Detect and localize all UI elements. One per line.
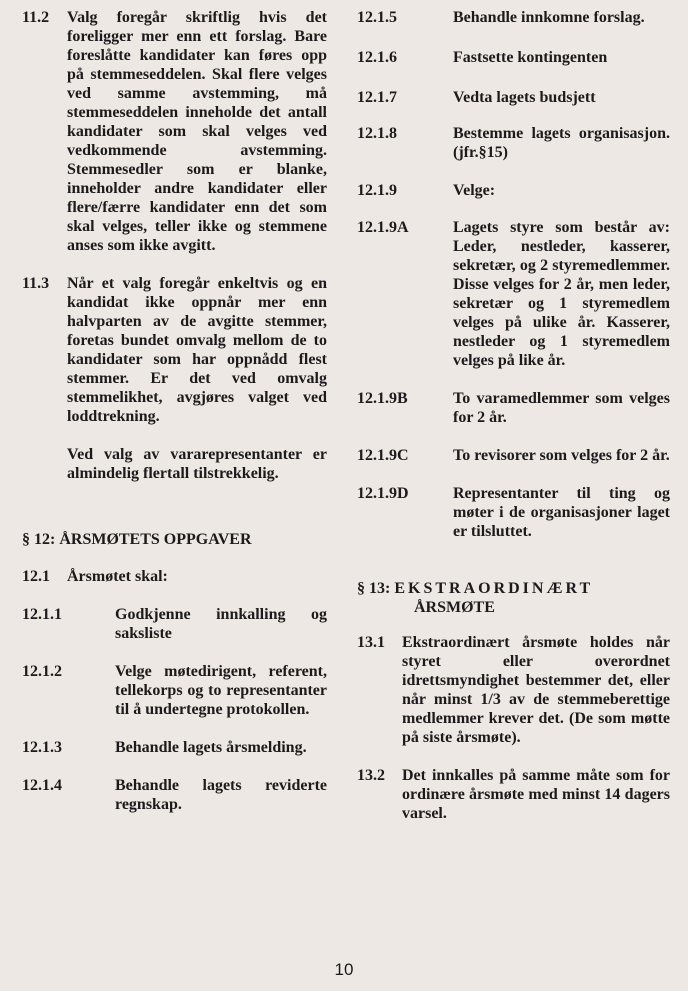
- section-text: Velge:: [453, 182, 496, 199]
- section-12-1: [22, 567, 327, 586]
- section-number: 12.1.6: [357, 49, 397, 66]
- section-text: Vedta lagets budsjett: [453, 89, 596, 106]
- section-text: Behandle lagets reviderte regnskap.: [115, 777, 327, 813]
- section-text: To varamedlemmer som velges for 2 år.: [453, 390, 670, 426]
- section-text: Velge møtedirigent, referent, tellekorps og to representanter til å undertegne protokollen.: [115, 663, 327, 718]
- section-12-1-5: [357, 8, 670, 27]
- section-13-heading-line2: ÅRSMØTE: [414, 599, 495, 616]
- section-12-1-6: [357, 48, 670, 67]
- section-text: Valg foregår skriftlig hvis det foreligger mer enn ett forslag. Bare foreslåtte kandidater kan føres opp på stemmeseddelen. Skal flere velges ved samme avstemming, må stemmeseddelen inneholde det antall kandidater som skal velges ved vedkommende avstemming. Stemmesedler som er blanke, inneholder andre kandidater eller flere/færre kandidater enn det som skal velges, teller ikke og stemmene anses som ikke avgitt.: [67, 9, 327, 254]
- section-12-1-9: [357, 181, 670, 200]
- section-13-1: [357, 633, 670, 747]
- section-12-1-1: [22, 605, 327, 643]
- section-number: 12.1.1: [22, 606, 62, 623]
- section-12-1-2: [22, 662, 327, 719]
- section-text: Årsmøtet skal:: [67, 568, 168, 585]
- section-12-1-9A: [357, 218, 670, 370]
- section-number: 12.1.9D: [357, 485, 409, 502]
- section-text: Fastsette kontingenten: [453, 49, 608, 66]
- section-11-3: [22, 274, 327, 426]
- section-text: Lagets styre som består av: Leder, nestleder, kasserer, sekretær, og 2 styremedlemmer. Disse velges for 2 år, men leder, sekretær og 1 styremedlem velges på ulike år. Kasserer, nestleder og 1 styremedlem velges på like år.: [453, 219, 670, 369]
- section-number: 11.3: [22, 275, 50, 292]
- section-number: 12.1.9: [357, 182, 397, 199]
- left-column: [22, 8, 327, 814]
- right-column: [357, 8, 670, 823]
- section-number: 13.1: [357, 634, 385, 651]
- section-13-heading-title: EKSTRAORDINÆRT: [394, 580, 594, 597]
- section-13-heading-line1: [357, 579, 670, 598]
- section-12-1-7: [357, 88, 670, 107]
- page-number: 10: [334, 960, 354, 979]
- section-13-heading-prefix: § 13:: [357, 580, 395, 597]
- section-text: Godkjenne innkalling og saksliste: [115, 606, 327, 642]
- section-text: Bestemme lagets organisasjon. (jfr.§15): [453, 125, 670, 161]
- section-text: Når et valg foregår enkeltvis og en kandidat ikke oppnår mer enn halvparten av de avgitte stemmer, foretas bundet omvalg mellom de to kandidater som har oppnådd flest stemmer. Er det ved omvalg stemmelikhet, avgjøres valget ved loddtrekning.: [67, 275, 327, 425]
- section-number: 12.1.4: [22, 777, 62, 794]
- section-13-2: [357, 766, 670, 823]
- section-number: 12.1.9B: [357, 390, 408, 407]
- section-number: 12.1.8: [357, 125, 397, 142]
- section-number: 12.1.9C: [357, 447, 409, 464]
- section-number: 12.1.5: [357, 9, 397, 26]
- section-12-1-9C: [357, 446, 670, 465]
- section-12-1-3: [22, 738, 327, 757]
- section-text: Behandle lagets årsmelding.: [115, 739, 307, 756]
- section-text: Behandle innkomne forslag.: [453, 9, 645, 26]
- section-text: To revisorer som velges for 2 år.: [453, 447, 670, 464]
- section-number: 13.2: [357, 767, 385, 784]
- section-13-heading: [357, 579, 670, 617]
- section-number: 12.1.7: [357, 89, 397, 106]
- section-text: Ekstraordinært årsmøte holdes når styret eller overordnet idrettsmyndighet bestemmer det, eller når minst 1/3 av de stemmeberettige medlemmer krever det. (De som møtte på siste årsmøte).: [402, 634, 670, 746]
- section-12-heading: § 12: ÅRSMØTETS OPPGAVER: [22, 531, 252, 548]
- section-12-1-9D: [357, 484, 670, 541]
- section-12-1-8: [357, 124, 670, 162]
- section-11-3-paragraph: Ved valg av vararepresentanter er almindelig flertall tilstrekkelig.: [67, 446, 327, 482]
- section-12-1-9B: [357, 389, 670, 427]
- section-number: 11.2: [22, 9, 50, 26]
- section-number: 12.1.3: [22, 739, 62, 756]
- section-number: 12.1: [22, 568, 50, 585]
- section-number: 12.1.9A: [357, 219, 409, 236]
- section-text: Representanter til ting og møter i de organisasjoner laget er tilsluttet.: [453, 485, 670, 540]
- section-11-2: [22, 8, 327, 255]
- section-12-1-4: [22, 776, 327, 814]
- section-text: Det innkalles på samme måte som for ordinære årsmøte med minst 14 dagers varsel.: [402, 767, 670, 822]
- section-number: 12.1.2: [22, 663, 62, 680]
